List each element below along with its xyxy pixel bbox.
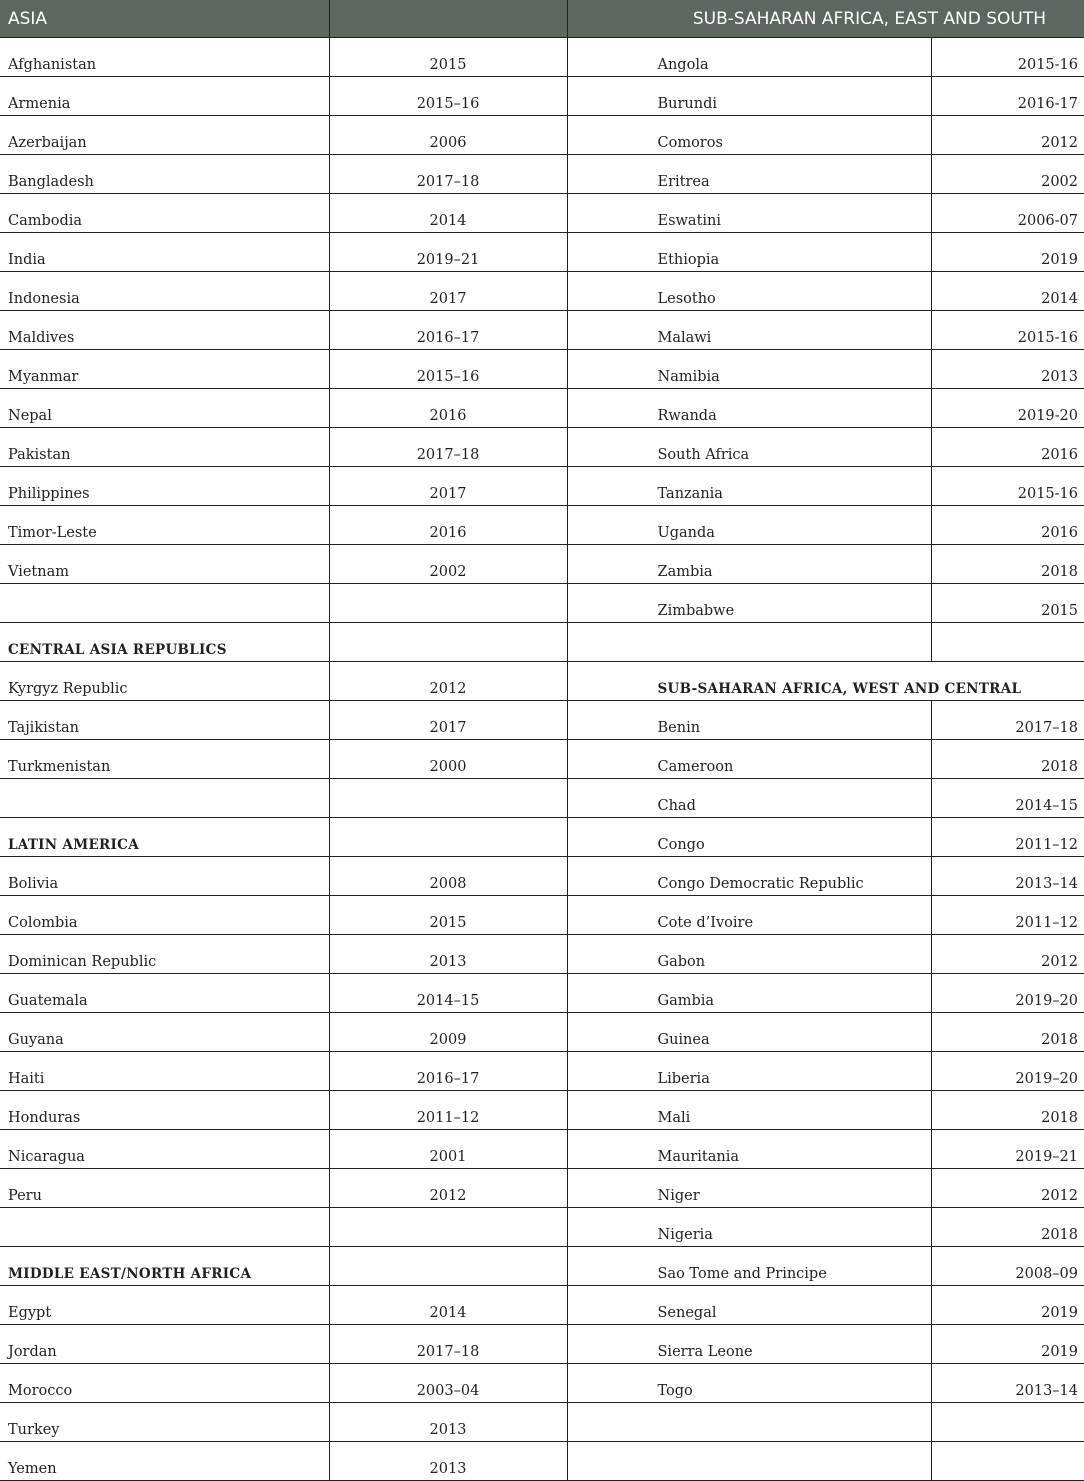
table-row [0, 194, 1084, 233]
country-cell [567, 623, 931, 662]
year-cell: 2017 [329, 467, 567, 506]
table-row [0, 1286, 1084, 1325]
year-cell: 2017–18 [329, 1325, 567, 1364]
country-cell: Azerbaijan [0, 116, 329, 155]
country-cell: Cambodia [0, 194, 329, 233]
year-cell: 2011–12 [931, 818, 1084, 857]
country-cell: Cameroon [567, 740, 931, 779]
header-blank [329, 0, 567, 38]
country-cell: Cote d’Ivoire [567, 896, 931, 935]
country-cell [567, 1442, 931, 1481]
year-cell: 2019 [931, 233, 1084, 272]
year-cell [329, 1247, 567, 1286]
country-cell: Eswatini [567, 194, 931, 233]
section-heading: SUB-SAHARAN AFRICA, WEST AND CENTRAL [567, 662, 1084, 701]
year-cell [329, 623, 567, 662]
country-cell: Colombia [0, 896, 329, 935]
year-cell: 2016 [931, 428, 1084, 467]
table-row [0, 389, 1084, 428]
table-row [0, 350, 1084, 389]
country-cell [0, 779, 329, 818]
year-cell [931, 1442, 1084, 1481]
year-cell: 2018 [931, 1091, 1084, 1130]
country-cell: Maldives [0, 311, 329, 350]
year-cell: 2015-16 [931, 311, 1084, 350]
country-cell: Sao Tome and Principe [567, 1247, 931, 1286]
year-cell: 2019–21 [329, 233, 567, 272]
country-cell: Turkmenistan [0, 740, 329, 779]
country-cell: Peru [0, 1169, 329, 1208]
country-cell: Indonesia [0, 272, 329, 311]
year-cell: 2017 [329, 701, 567, 740]
table-row [0, 584, 1084, 623]
year-cell: 2017–18 [329, 428, 567, 467]
table-row [0, 662, 1084, 701]
year-cell: 2008–09 [931, 1247, 1084, 1286]
table-header-row [0, 0, 1084, 38]
year-cell: 2002 [329, 545, 567, 584]
year-cell: 2018 [931, 545, 1084, 584]
country-cell: Nicaragua [0, 1130, 329, 1169]
country-cell: Guinea [567, 1013, 931, 1052]
country-cell: Namibia [567, 350, 931, 389]
year-cell: 2016 [329, 389, 567, 428]
country-cell: Afghanistan [0, 38, 329, 77]
table-row [0, 506, 1084, 545]
year-cell: 2017–18 [931, 701, 1084, 740]
year-cell: 2019-20 [931, 389, 1084, 428]
table-row [0, 77, 1084, 116]
year-cell: 2015 [329, 38, 567, 77]
table-row [0, 857, 1084, 896]
table-row [0, 974, 1084, 1013]
year-cell: 2013 [931, 350, 1084, 389]
country-cell: Jordan [0, 1325, 329, 1364]
table-row [0, 1247, 1084, 1286]
year-cell: 2019–20 [931, 1052, 1084, 1091]
table-row [0, 1169, 1084, 1208]
country-cell: Benin [567, 701, 931, 740]
table-row [0, 935, 1084, 974]
table-row [0, 1325, 1084, 1364]
country-cell: Burundi [567, 77, 931, 116]
country-cell: Armenia [0, 77, 329, 116]
country-cell [0, 1208, 329, 1247]
year-cell: 2015 [931, 584, 1084, 623]
year-cell [329, 818, 567, 857]
country-cell: Zambia [567, 545, 931, 584]
table-row [0, 1208, 1084, 1247]
country-cell: Togo [567, 1364, 931, 1403]
table-row [0, 1364, 1084, 1403]
country-cell: Uganda [567, 506, 931, 545]
year-cell: 2018 [931, 740, 1084, 779]
year-cell: 2012 [931, 1169, 1084, 1208]
country-cell: Bangladesh [0, 155, 329, 194]
year-cell: 2015 [329, 896, 567, 935]
year-cell: 2012 [329, 1169, 567, 1208]
country-cell: Sierra Leone [567, 1325, 931, 1364]
year-cell: 2012 [931, 116, 1084, 155]
table-row [0, 623, 1084, 662]
header-ssa-east-south: SUB-SAHARAN AFRICA, EAST AND SOUTH [567, 0, 1084, 38]
year-cell: 2014–15 [329, 974, 567, 1013]
country-cell: Pakistan [0, 428, 329, 467]
country-cell: Tanzania [567, 467, 931, 506]
year-cell: 2015-16 [931, 38, 1084, 77]
country-cell: Ethiopia [567, 233, 931, 272]
country-cell [0, 584, 329, 623]
country-cell: Gambia [567, 974, 931, 1013]
country-cell: Rwanda [567, 389, 931, 428]
country-cell: Nigeria [567, 1208, 931, 1247]
table-row [0, 1013, 1084, 1052]
year-cell: 2013–14 [931, 1364, 1084, 1403]
country-cell: Myanmar [0, 350, 329, 389]
country-cell: Yemen [0, 1442, 329, 1481]
year-cell [931, 1403, 1084, 1442]
year-cell: 2008 [329, 857, 567, 896]
country-cell: Lesotho [567, 272, 931, 311]
table-row [0, 428, 1084, 467]
country-cell: Kyrgyz Republic [0, 662, 329, 701]
year-cell: 2016 [931, 506, 1084, 545]
year-cell [329, 1208, 567, 1247]
year-cell: 2019–21 [931, 1130, 1084, 1169]
header-asia: ASIA [0, 0, 329, 38]
country-cell: Congo [567, 818, 931, 857]
year-cell: 2018 [931, 1013, 1084, 1052]
country-cell: Haiti [0, 1052, 329, 1091]
country-cell: Mauritania [567, 1130, 931, 1169]
country-cell: Nepal [0, 389, 329, 428]
country-cell: Vietnam [0, 545, 329, 584]
year-cell: 2019–20 [931, 974, 1084, 1013]
table-row [0, 1403, 1084, 1442]
country-cell: Tajikistan [0, 701, 329, 740]
section-heading: MIDDLE EAST/NORTH AFRICA [0, 1247, 329, 1286]
country-cell: Guatemala [0, 974, 329, 1013]
year-cell: 2013 [329, 1403, 567, 1442]
table-body [0, 38, 1084, 1481]
year-cell: 2013–14 [931, 857, 1084, 896]
year-cell: 2011–12 [931, 896, 1084, 935]
country-cell: Honduras [0, 1091, 329, 1130]
country-cell: Timor-Leste [0, 506, 329, 545]
year-cell: 2002 [931, 155, 1084, 194]
year-cell [329, 779, 567, 818]
year-cell: 2016-17 [931, 77, 1084, 116]
table-row [0, 779, 1084, 818]
year-cell: 2013 [329, 1442, 567, 1481]
table-row [0, 701, 1084, 740]
country-cell: Guyana [0, 1013, 329, 1052]
country-cell: Comoros [567, 116, 931, 155]
year-cell: 2009 [329, 1013, 567, 1052]
year-cell: 2012 [931, 935, 1084, 974]
table-row [0, 818, 1084, 857]
country-cell: Liberia [567, 1052, 931, 1091]
year-cell: 2015–16 [329, 350, 567, 389]
table-row [0, 467, 1084, 506]
country-cell: Bolivia [0, 857, 329, 896]
country-cell: Morocco [0, 1364, 329, 1403]
year-cell: 2013 [329, 935, 567, 974]
table-row [0, 896, 1084, 935]
year-cell: 2006-07 [931, 194, 1084, 233]
country-cell: India [0, 233, 329, 272]
table-row [0, 1091, 1084, 1130]
year-cell: 2019 [931, 1286, 1084, 1325]
year-cell: 2003–04 [329, 1364, 567, 1403]
section-heading: CENTRAL ASIA REPUBLICS [0, 623, 329, 662]
year-cell: 2016–17 [329, 1052, 567, 1091]
table-row [0, 233, 1084, 272]
table-row [0, 1442, 1084, 1481]
year-cell: 2014 [329, 194, 567, 233]
year-cell: 2014 [931, 272, 1084, 311]
country-cell: Egypt [0, 1286, 329, 1325]
year-cell: 2018 [931, 1208, 1084, 1247]
table-row [0, 1052, 1084, 1091]
country-cell: Turkey [0, 1403, 329, 1442]
country-cell: Niger [567, 1169, 931, 1208]
year-cell: 2001 [329, 1130, 567, 1169]
country-cell: Angola [567, 38, 931, 77]
country-cell: Dominican Republic [0, 935, 329, 974]
year-cell: 2012 [329, 662, 567, 701]
country-cell: Eritrea [567, 155, 931, 194]
country-cell: Malawi [567, 311, 931, 350]
country-cell: Zimbabwe [567, 584, 931, 623]
table-row [0, 1130, 1084, 1169]
table-row [0, 155, 1084, 194]
year-cell: 2000 [329, 740, 567, 779]
country-cell: Congo Democratic Republic [567, 857, 931, 896]
country-cell: South Africa [567, 428, 931, 467]
country-cell [567, 1403, 931, 1442]
year-cell: 2011–12 [329, 1091, 567, 1130]
country-cell: Chad [567, 779, 931, 818]
year-cell: 2015–16 [329, 77, 567, 116]
year-cell: 2014 [329, 1286, 567, 1325]
country-cell: Mali [567, 1091, 931, 1130]
table-row [0, 311, 1084, 350]
table-row [0, 38, 1084, 77]
section-heading: LATIN AMERICA [0, 818, 329, 857]
table-row [0, 545, 1084, 584]
country-cell: Senegal [567, 1286, 931, 1325]
table-row [0, 740, 1084, 779]
year-cell: 2017–18 [329, 155, 567, 194]
table-row [0, 272, 1084, 311]
year-cell: 2016–17 [329, 311, 567, 350]
year-cell: 2015-16 [931, 467, 1084, 506]
country-cell: Gabon [567, 935, 931, 974]
year-cell: 2006 [329, 116, 567, 155]
year-cell: 2019 [931, 1325, 1084, 1364]
year-cell: 2017 [329, 272, 567, 311]
year-cell [931, 623, 1084, 662]
year-cell: 2016 [329, 506, 567, 545]
table-row [0, 116, 1084, 155]
year-cell [329, 584, 567, 623]
country-cell: Philippines [0, 467, 329, 506]
year-cell: 2014–15 [931, 779, 1084, 818]
